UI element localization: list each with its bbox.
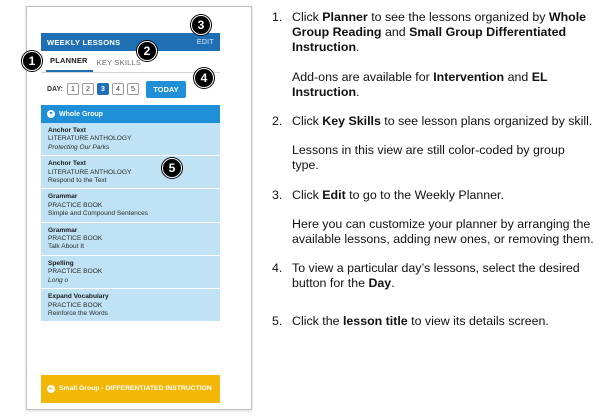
tab-planner[interactable]: PLANNER	[46, 56, 93, 72]
lesson-title[interactable]: Protecting Our Parks	[48, 143, 110, 151]
emphasis: Key Skills	[322, 114, 381, 129]
day-2-button[interactable]: 2	[82, 83, 94, 95]
text: and	[381, 25, 410, 40]
weekly-lessons-panel	[41, 33, 220, 403]
lesson-title[interactable]: Talk About It	[48, 243, 84, 251]
lesson-book: PRACTICE BOOK	[48, 201, 103, 209]
emphasis: Small Group Differentiated Instruction	[292, 25, 567, 55]
emphasis: Planner	[322, 10, 368, 24]
edit-button[interactable]: EDIT	[196, 38, 214, 46]
emphasis: Day	[368, 276, 392, 291]
text: to go to the Weekly Planner.	[345, 187, 504, 202]
emphasis: Edit	[322, 187, 346, 202]
lesson-title[interactable]: Long o	[48, 276, 69, 284]
text: to see the lessons organized by	[367, 10, 549, 24]
instructions-list	[272, 10, 594, 329]
callout-5: 5	[162, 158, 182, 178]
text: Click	[292, 114, 323, 129]
lesson-title[interactable]: Simple and Compound Sentences	[48, 210, 149, 218]
day-3-button[interactable]: 3	[97, 83, 109, 95]
note-3: Here you can customize your planner by arranging the available lessons, adding new ones, or removing them.	[292, 216, 594, 247]
lesson-item[interactable]	[41, 289, 220, 322]
lesson-book: PRACTICE BOOK	[48, 235, 103, 243]
step-text	[292, 261, 594, 291]
step-number: 5.	[272, 313, 283, 328]
step-text	[292, 114, 592, 129]
text: .	[356, 40, 360, 55]
callout-4: 4	[194, 68, 214, 88]
text: Click	[292, 10, 323, 24]
lesson-book: LITERATURE ANTHOLOGY	[48, 168, 132, 176]
text: Add-ons are available for	[292, 69, 434, 84]
lesson-item[interactable]	[41, 256, 220, 289]
note-1	[292, 70, 594, 100]
step-number: 2.	[272, 114, 283, 129]
text: to see lesson plans organized by skill.	[380, 114, 593, 129]
today-button[interactable]: TODAY	[146, 81, 186, 98]
whole-group-header[interactable]	[41, 105, 220, 123]
text: .	[391, 276, 395, 291]
callout-2: 2	[137, 41, 157, 61]
day-4-button[interactable]: 4	[112, 83, 124, 95]
lesson-title[interactable]: Respond to the Text	[48, 177, 107, 185]
lesson-type: Anchor Text	[48, 160, 86, 168]
note-2: Lessons in this view are still color-coded by group type.	[292, 143, 565, 173]
chevron-right-icon: ▸	[47, 385, 55, 393]
whole-group-label: Whole Group	[59, 110, 103, 118]
tab-key-skills[interactable]: KEY SKILLS	[96, 58, 142, 67]
lesson-item[interactable]	[41, 189, 220, 222]
small-group-header[interactable]	[41, 375, 220, 403]
step-text	[292, 314, 549, 329]
lesson-book: LITERATURE ANTHOLOGY	[48, 135, 132, 143]
day-label: DAY:	[47, 85, 63, 93]
text: Click the	[292, 313, 343, 328]
step-1	[272, 10, 594, 56]
text: to view its details screen.	[407, 313, 549, 328]
step-4	[272, 261, 594, 291]
panel-title: WEEKLY LESSONS	[47, 37, 121, 47]
text: To view a particular day’s lessons, select the desired button for the	[292, 261, 580, 291]
text: .	[356, 84, 360, 99]
text: and	[504, 69, 532, 84]
emphasis: Whole Group Reading	[292, 10, 587, 40]
small-group-label: Small Group - DIFFERENTIATED INSTRUCTION	[59, 385, 212, 392]
step-text	[292, 10, 594, 56]
lesson-type: Grammar	[48, 226, 78, 234]
step-number: 4.	[272, 261, 283, 276]
step-3	[272, 188, 594, 203]
lesson-type: Grammar	[48, 193, 78, 201]
step-text	[292, 188, 504, 203]
step-number: 3.	[272, 187, 283, 202]
chevron-down-icon: ▾	[47, 110, 55, 118]
lesson-item[interactable]	[41, 223, 220, 256]
panel-header	[41, 33, 220, 51]
lesson-title[interactable]: Reinforce the Words	[48, 309, 108, 317]
emphasis: EL Instruction	[292, 69, 548, 99]
callout-3: 3	[191, 15, 211, 35]
lesson-item[interactable]	[41, 156, 220, 189]
day-5-button[interactable]: 5	[127, 83, 139, 95]
lesson-item[interactable]	[41, 123, 220, 156]
emphasis: Intervention	[433, 69, 505, 84]
step-number: 1.	[272, 10, 283, 24]
lesson-type: Expand Vocabulary	[48, 293, 109, 301]
step-5	[272, 314, 594, 329]
view-tabs	[41, 51, 220, 73]
lesson-type: Spelling	[48, 259, 74, 267]
lesson-book: PRACTICE BOOK	[48, 301, 103, 309]
callout-1: 1	[22, 51, 42, 71]
emphasis: lesson title	[342, 313, 408, 328]
step-2	[272, 114, 594, 129]
text: Click	[292, 187, 323, 202]
lesson-type: Anchor Text	[48, 127, 86, 134]
day-1-button[interactable]: 1	[67, 83, 79, 95]
lesson-book: PRACTICE BOOK	[48, 268, 103, 276]
